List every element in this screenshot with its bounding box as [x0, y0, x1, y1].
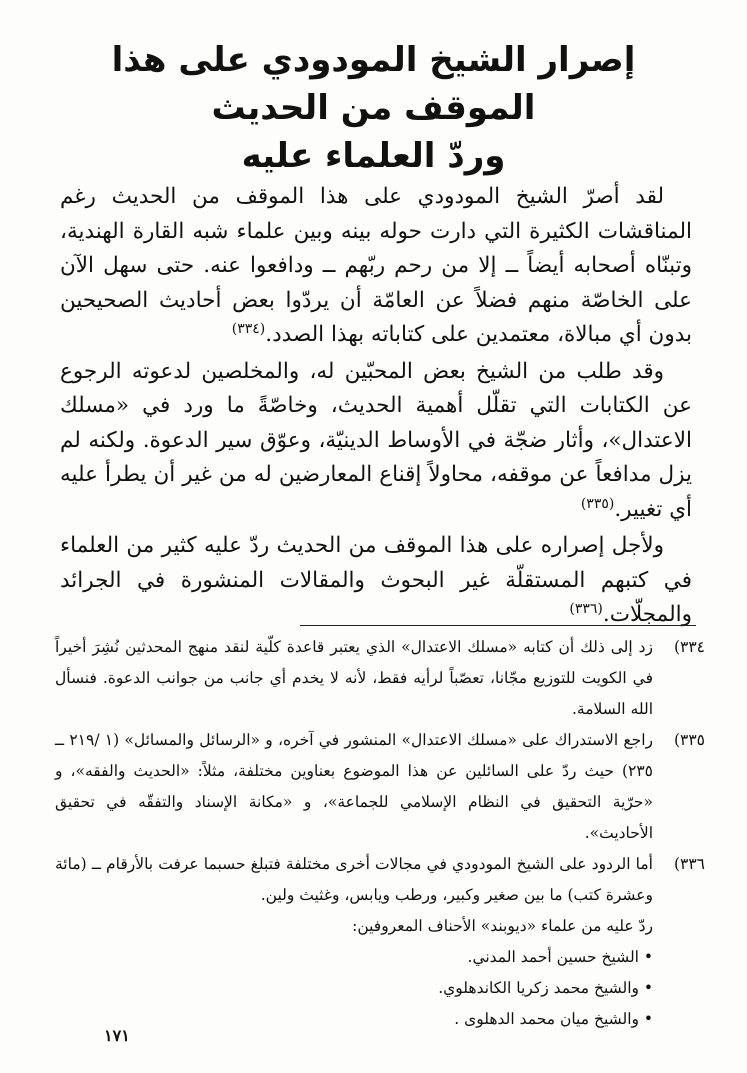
footnote-number: ٣٣٤): [673, 638, 705, 656]
scholar-list: [55, 942, 653, 1035]
footnote-number: ٣٣٥): [673, 731, 705, 749]
footnote-ref-334[interactable]: (٣٣٤): [231, 320, 266, 337]
footnote-336: [55, 849, 705, 1035]
paragraph-text: لقد أصرّ الشيخ المودودي على هذا الموقف من الحديث رغم المناقشات الكثيرة التي دارت حوله بينه وبين علماء شبه القارة الهندية، وتبنّاه أصحابه أيضاً ــ إلا من رحم ربّهم ــ ودافعوا عنه. حتى سهل الآن على الخاصّة منهم فضلاً عن العامّة أن يردّوا بعض أحاديث الصحيحين بدون أي مبالاة، معتمدين على كتاباته بهذا الصدد.: [60, 184, 692, 347]
footnote-number: ٣٣٦): [673, 855, 705, 873]
footnote-text: راجع الاستدراك على «مسلك الاعتدال» المنشور في آخره، و «الرسائل والمسائل» (١ /٢١٩ ــ ٢٣٥) حيث ردّ على السائلين عن هذا الموضوع بعناوين مختلفة، مثلاً: «الحديث والفقه»، و «حرّية التحقيق في النظام الإسلامي للجماعة»، و «مكانة الإسناد والتفقّه في تحقيق الأحاديث».: [55, 731, 654, 842]
paragraph-text: وقد طلب من الشيخ بعض المحبّين له، والمخلصين لدعوته الرجوع عن الكتابات التي تقلّل أهمية الحديث، وخاصّةً ما ورد في «مسلك الاعتدال»، وأثار ضجّة في الأوساط الدينيّة، وعوّق سير الدعوة. ولكنه لم يزل مدافعاً عن موقفه، محاولاً إقناع المعارضين له من غير أن يطرأ عليه أي تغيير.: [60, 358, 692, 522]
footnote-334: [55, 632, 705, 725]
list-item: [55, 942, 653, 973]
paragraph-1: [60, 180, 692, 353]
footnote-335: [55, 725, 705, 849]
bullet-icon: •: [643, 979, 653, 997]
footnotes: [55, 632, 705, 1035]
list-item: [55, 973, 653, 1004]
title-line-2: وردّ العلماء عليه: [241, 136, 506, 176]
bullet-icon: •: [643, 1010, 653, 1028]
list-item-text: الشيخ حسين أحمد المدني.: [467, 948, 639, 966]
list-item: [55, 1004, 653, 1035]
paragraph-3: [60, 529, 692, 633]
title-line-1: إصرار الشيخ المودودي على هذا الموقف من الحديث: [111, 40, 636, 128]
body-text: [60, 180, 692, 635]
footnote-text: أما الردود على الشيخ المودودي في مجالات أخرى مختلفة فتبلغ حسبما عرفت بالأرقام ــ (مائة وعشرة كتب) ما بين صغير وكبير، ورطب ويابس، وغثيث ولين.: [55, 855, 653, 904]
bullet-icon: •: [643, 948, 653, 966]
page-number: ١٧١: [104, 1026, 130, 1045]
paragraph-2: [60, 355, 692, 528]
list-item-text: والشيخ ميان محمد الدهلوى .: [454, 1010, 639, 1028]
footnote-subheading: ردّ عليه من علماء «ديوبند» الأحناف المعروفين:: [352, 917, 653, 935]
footnote-ref-336[interactable]: (٣٣٦): [569, 600, 603, 617]
footnote-text: زد إلى ذلك أن كتابه «مسلك الاعتدال» الذي يعتبر قاعدة كلّية لنقد منهج المحدثين نُشِرَ أخيراً في الكويت للتوزيع مجّانا، تعصّباً لرأيه فقط، لأنه لا يخدم أي جانب من جوانب الدعوة. فنسأل الله السلامة.: [55, 638, 653, 718]
list-item-text: والشيخ محمد زكريا الكاندهلوي.: [438, 979, 639, 997]
footnote-body: [55, 849, 653, 1035]
footnote-ref-335[interactable]: (٣٣٥): [580, 495, 615, 512]
paragraph-text: ولأجل إصراره على هذا الموقف من الحديث ردّ عليه كثير من العلماء في كتبهم المستقلّة غير البحوث والمقالات المنشورة في الجرائد والمجلّات.: [60, 533, 692, 627]
chapter-title: [60, 36, 687, 180]
footnote-separator: [300, 625, 696, 626]
